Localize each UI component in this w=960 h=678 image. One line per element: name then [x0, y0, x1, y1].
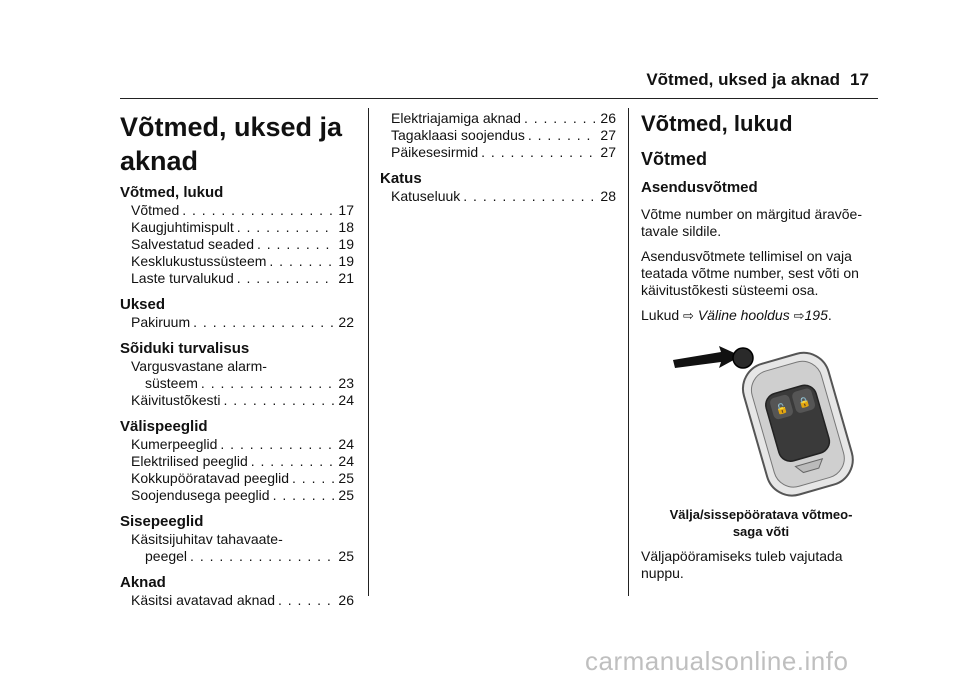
subsection-heading: Võtmed	[641, 149, 708, 169]
toc-entry[interactable]: Pakiruum . . . 22	[120, 314, 354, 331]
section-heading: Võtmed, lukud	[641, 111, 793, 136]
toc-entry[interactable]: Laste turvalukud . . . 21	[120, 270, 354, 287]
figure-caption: Välja/sissepööratava võtmeo- saga võti	[669, 507, 853, 539]
toc-entry[interactable]: Tagaklaasi soojendus . . . 27	[380, 127, 616, 144]
chapter-title	[120, 110, 360, 178]
cross-reference: Lukud ⇨ Väline hooldus ⇨195.	[641, 307, 832, 323]
toc-entry[interactable]: Kaugjuhtimispult . . . 18	[120, 219, 354, 236]
paragraph-key-number: Võtme number on märgitud äravõe- tavale sildile.	[641, 206, 862, 239]
key-release-button-icon	[733, 348, 753, 368]
toc-entry[interactable]: Elektrilised peeglid . . . 24	[120, 453, 354, 470]
key-fob-illustration	[671, 342, 871, 502]
toc-section-katus[interactable]: Katus	[380, 170, 422, 187]
toc-column-2	[380, 110, 616, 205]
content-column	[641, 110, 881, 582]
watermark: carmanualsonline.info	[585, 646, 849, 676]
column-divider-right	[628, 108, 629, 596]
toc-entry[interactable]: Käivitustõkesti . . . 24	[120, 392, 354, 409]
toc-entry-line[interactable]: Vargusvastane alarm-	[131, 358, 267, 374]
toc-section-soiduki-turvalisus[interactable]: Sõiduki turvalisus	[120, 340, 250, 357]
toc-section-sisepeeglid[interactable]: Sisepeeglid	[120, 513, 204, 530]
toc-section-votmed-lukud[interactable]: Võtmed, lukud	[120, 184, 224, 201]
paragraph-fold-out: Väljapööramiseks tuleb vajutada nuppu.	[641, 548, 843, 581]
pointer-arrow-icon	[673, 346, 741, 368]
toc-entry[interactable]: Elektriajamiga aknad . . . 26	[380, 110, 616, 127]
toc-entry[interactable]: Käsitsi avatavad aknad . . . 26	[120, 592, 354, 609]
toc-entry-line[interactable]: Käsitsijuhitav tahavaate-	[131, 531, 283, 547]
page-number: 17	[850, 70, 869, 89]
toc-entry[interactable]: Kesklukustussüsteem . . . 19	[120, 253, 354, 270]
toc-section-valispeeglid[interactable]: Välispeeglid	[120, 418, 208, 435]
reference-arrow-icon: ⇨	[793, 308, 805, 323]
reference-link-external-service[interactable]: Väline hooldus	[697, 307, 790, 323]
toc-entry[interactable]: Soojendusega peeglid . . . 25	[120, 487, 354, 504]
toc-entry[interactable]: süsteem . . . 23	[120, 375, 354, 392]
toc-entry[interactable]: Salvestatud seaded . . . 19	[120, 236, 354, 253]
toc-column-1	[120, 184, 354, 609]
toc-entry[interactable]: Võtmed . . . 17	[120, 202, 354, 219]
svg-text:🔒: 🔒	[796, 396, 812, 411]
toc-section-uksed[interactable]: Uksed	[120, 296, 166, 313]
subsubsection-heading: Asendusvõtmed	[641, 179, 758, 196]
svg-text:🔓: 🔓	[774, 402, 790, 417]
reference-page[interactable]: 195	[804, 307, 828, 323]
column-divider-left	[368, 108, 369, 596]
paragraph-replacement-keys: Asendusvõtmete tellimisel on vaja teatada võtme number, sest võti on käivitustõkesti süsteemi osa.	[641, 248, 859, 298]
toc-entry[interactable]: Katuseluuk . . . 28	[380, 188, 616, 205]
toc-entry[interactable]: Kokkupööratavad peeglid . . . 25	[120, 470, 354, 487]
running-header-title: Võtmed, uksed ja aknad	[646, 70, 840, 89]
toc-section-aknad[interactable]: Aknad	[120, 574, 166, 591]
reference-arrow-icon: ⇨	[683, 308, 694, 323]
folding-key-icon	[671, 342, 871, 502]
toc-entry[interactable]: peegel . . . 25	[120, 548, 354, 565]
toc-entry[interactable]: Päikesesirmid . . . 27	[380, 144, 616, 161]
chapter-title-line1: Võtmed, uksed ja	[120, 112, 343, 142]
toc-entry[interactable]: Kumerpeeglid . . . 24	[120, 436, 354, 453]
header-rule	[120, 98, 878, 99]
chapter-title-line2: aknad	[120, 146, 199, 176]
